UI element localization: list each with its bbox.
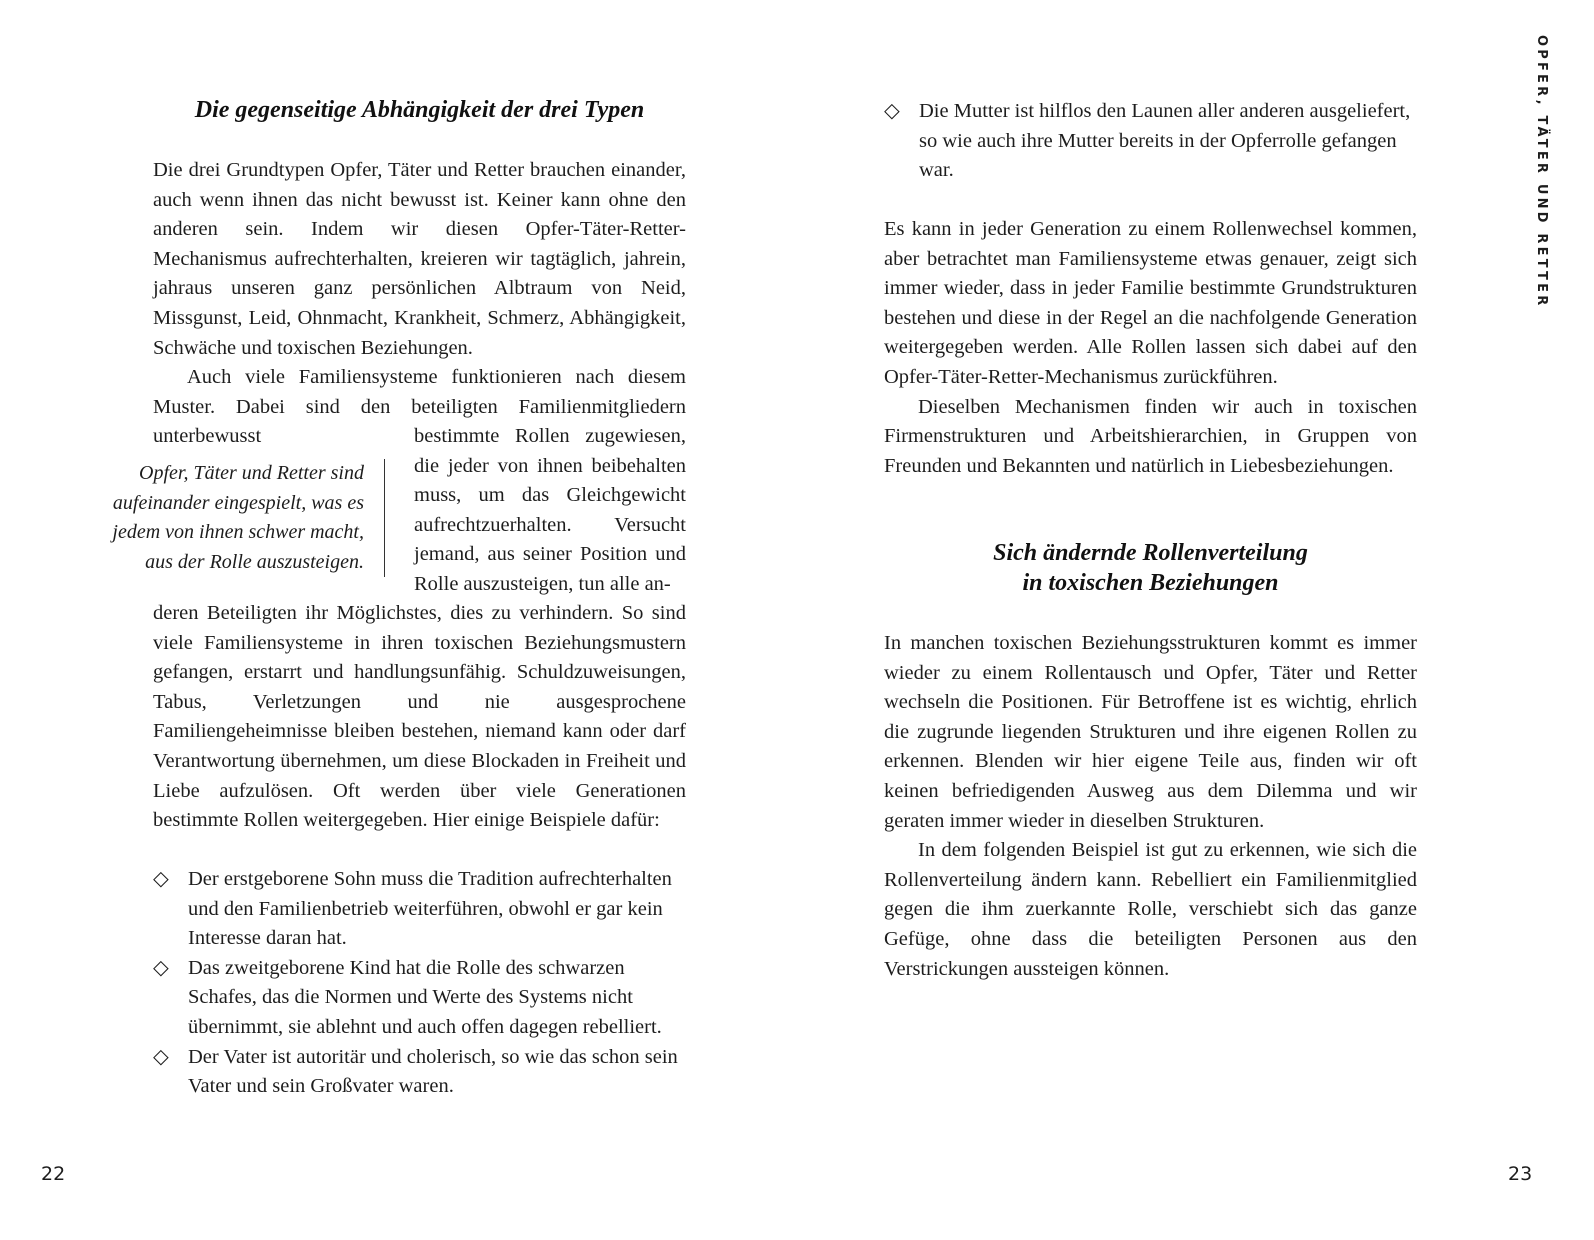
left-paragraph-2c: deren Beteiligten ihr Möglichstes, dies zu verhindern. So sind viele Familiensysteme in ihren toxischen Beziehungsmustern gefangen, erstarrt und handlungsunfähig. Schuldzuweisungen, Tabus, Verletzungen und nie ausgesprochene Familiengeheimnisse bleiben bestehen, niemand kann oder darf Verantwortung übernehmen, um diese Blockaden in Freiheit und Liebe aufzulösen. Oft werden über viele Generationen bestimmte Rollen weitergegeben. Hier einige Beispiele dafür: [153, 602, 686, 832]
list-item-text: Der Vater ist autoritär und cholerisch, so wie das schon sein Vater und sein Großvater waren. [188, 1045, 678, 1098]
right-heading-line-1: Sich ändernde Rollenverteilung [993, 540, 1308, 566]
pull-quote: Opfer, Täter und Retter sind aufeinander eingespielt, was es jedem von ihnen schwer macht, aus der Rolle auszusteigen. [80, 459, 385, 577]
diamond-bullet-icon: ◇ [153, 1045, 169, 1068]
right-heading-line-2: in toxischen Beziehungen [1022, 570, 1279, 596]
page-number-left: 22 [41, 1163, 66, 1185]
page-number-right: 23 [1508, 1163, 1533, 1185]
list-item-text: Der erstgeborene Sohn muss die Tradition aufrechterhalten und den Familienbetrieb weiterführen, obwohl er gar kein Interesse daran hat. [188, 868, 672, 950]
diamond-bullet-icon: ◇ [153, 956, 169, 979]
list-item-text: Das zweitgeborene Kind hat die Rolle des schwarzen Schafes, das die Normen und Werte des Systems nicht übernimmt, sie ablehnt und auch offen dagegen rebelliert. [188, 956, 662, 1038]
right-paragraph-4: In dem folgenden Beispiel ist gut zu erkennen, wie sich die Rollenverteilung ändern kann. Rebelliert ein Familienmitglied gegen die ihm zuerkannte Rolle, verschiebt sich das ganze Gefüge, ohne dass die beteiligten Personen aus den Verstrickungen aussteigen können. [884, 839, 1417, 980]
left-body-top [153, 156, 686, 452]
right-body-top [884, 215, 1417, 481]
left-paragraph-2b: bestimmte Rollen zugewiesen, die jeder von ihnen beibehalten muss, um das Gleichgewicht aufrechtzuerhalten. Versucht jemand, aus seiner Position und Rolle auszusteigen, tun alle an- [414, 425, 686, 595]
right-paragraph-1: Es kann in jeder Generation zu einem Rollenwechsel kommen, aber betrachtet man Familiensysteme etwas genauer, zeigt sich immer wieder, dass in jeder Familie bestimmte Grundstrukturen bestehen und diese in der Regel an die nachfolgende Generation weitergegeben werden. Alle Rollen lassen sich dabei auf den Opfer-Täter-Retter-Mechanismus zurückführen. [884, 218, 1417, 388]
list-item [153, 954, 686, 1043]
list-item-text: Die Mutter ist hilflos den Launen aller anderen ausgeliefert, so wie auch ihre Mutter bereits in der Opferrolle gefangen war. [919, 100, 1411, 182]
left-body-wrap [414, 422, 686, 600]
diamond-bullet-icon: ◇ [153, 868, 169, 890]
left-paragraph-1: Die drei Grundtypen Opfer, Täter und Retter brauchen einander, auch wenn ihnen das nicht bewusst ist. Keiner kann ohne den anderen sein. Indem wir diesen Opfer-Täter-Retter-Mechanismus aufrechterhalten, kreieren wir tagtäglich, jahrein, jahraus unseren ganz persönlichen Albtraum von Neid, Missgunst, Leid, Ohnmacht, Krankheit, Schmerz, Abhängigkeit, Schwäche und toxischen Beziehungen. [153, 159, 686, 359]
left-body-bottom [153, 599, 686, 836]
list-item [884, 97, 1417, 186]
right-paragraph-2: Dieselben Mechanismen finden wir auch in toxischen Firmenstrukturen und Arbeitshierarchien, in Gruppen von Freunden und Bekannten und natürlich in Liebesbeziehungen. [884, 395, 1417, 477]
right-paragraph-3: In manchen toxischen Beziehungsstrukturen kommt es immer wieder zu einem Rollentausch und Opfer, Täter und Retter wechseln die Positionen. Für Betroffene ist es wichtig, ehrlich die zugrunde liegenden Strukturen und ihre eigenen Rollen zu erkennen. Blenden wir hier eigene Teile aus, finden wir oft keinen befriedigenden Ausweg aus dem Dilemma und wir geraten immer wieder in dieselben Strukturen. [884, 632, 1417, 832]
right-body-bottom [884, 629, 1417, 984]
diamond-bullet-icon: ◇ [884, 100, 900, 122]
right-section-heading [884, 538, 1417, 598]
running-head: OPFER, TÄTER UND RETTER [1534, 35, 1549, 309]
left-section-heading: Die gegenseitige Abhängigkeit der drei Typen [194, 97, 645, 123]
list-item [153, 865, 686, 954]
right-bullet-list [884, 97, 1417, 186]
list-item [153, 1043, 686, 1102]
left-bullet-list [153, 865, 686, 1102]
left-paragraph-2a: Auch viele Familiensysteme funktionieren nach diesem Muster. Dabei sind den beteiligten Familienmitgliedern unterbewusst [153, 366, 686, 448]
